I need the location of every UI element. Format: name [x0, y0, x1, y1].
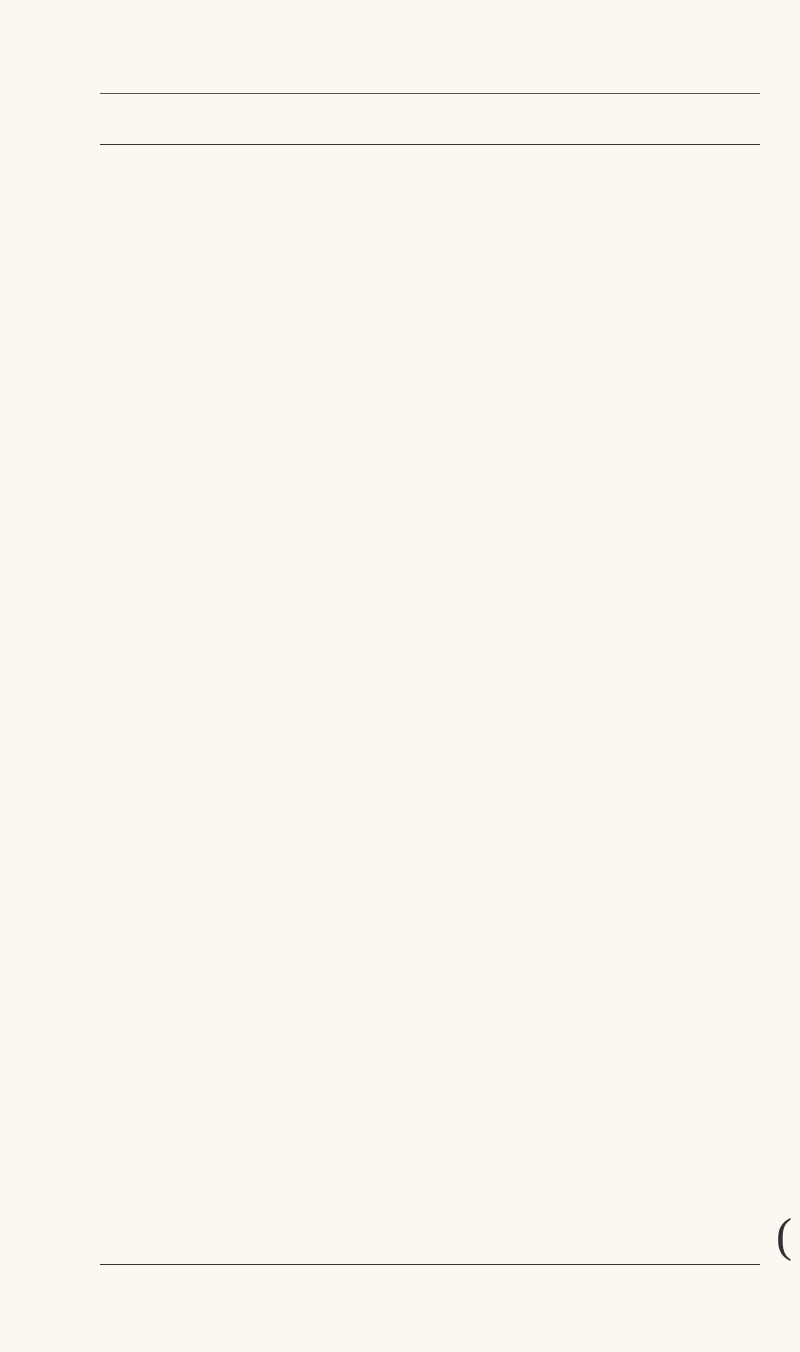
page-corner-mark: ( — [776, 1209, 792, 1262]
top-rule — [100, 93, 760, 94]
header-rule — [100, 144, 760, 145]
footer-rule — [100, 1264, 760, 1265]
page-header — [110, 100, 760, 140]
book-list — [110, 152, 780, 156]
